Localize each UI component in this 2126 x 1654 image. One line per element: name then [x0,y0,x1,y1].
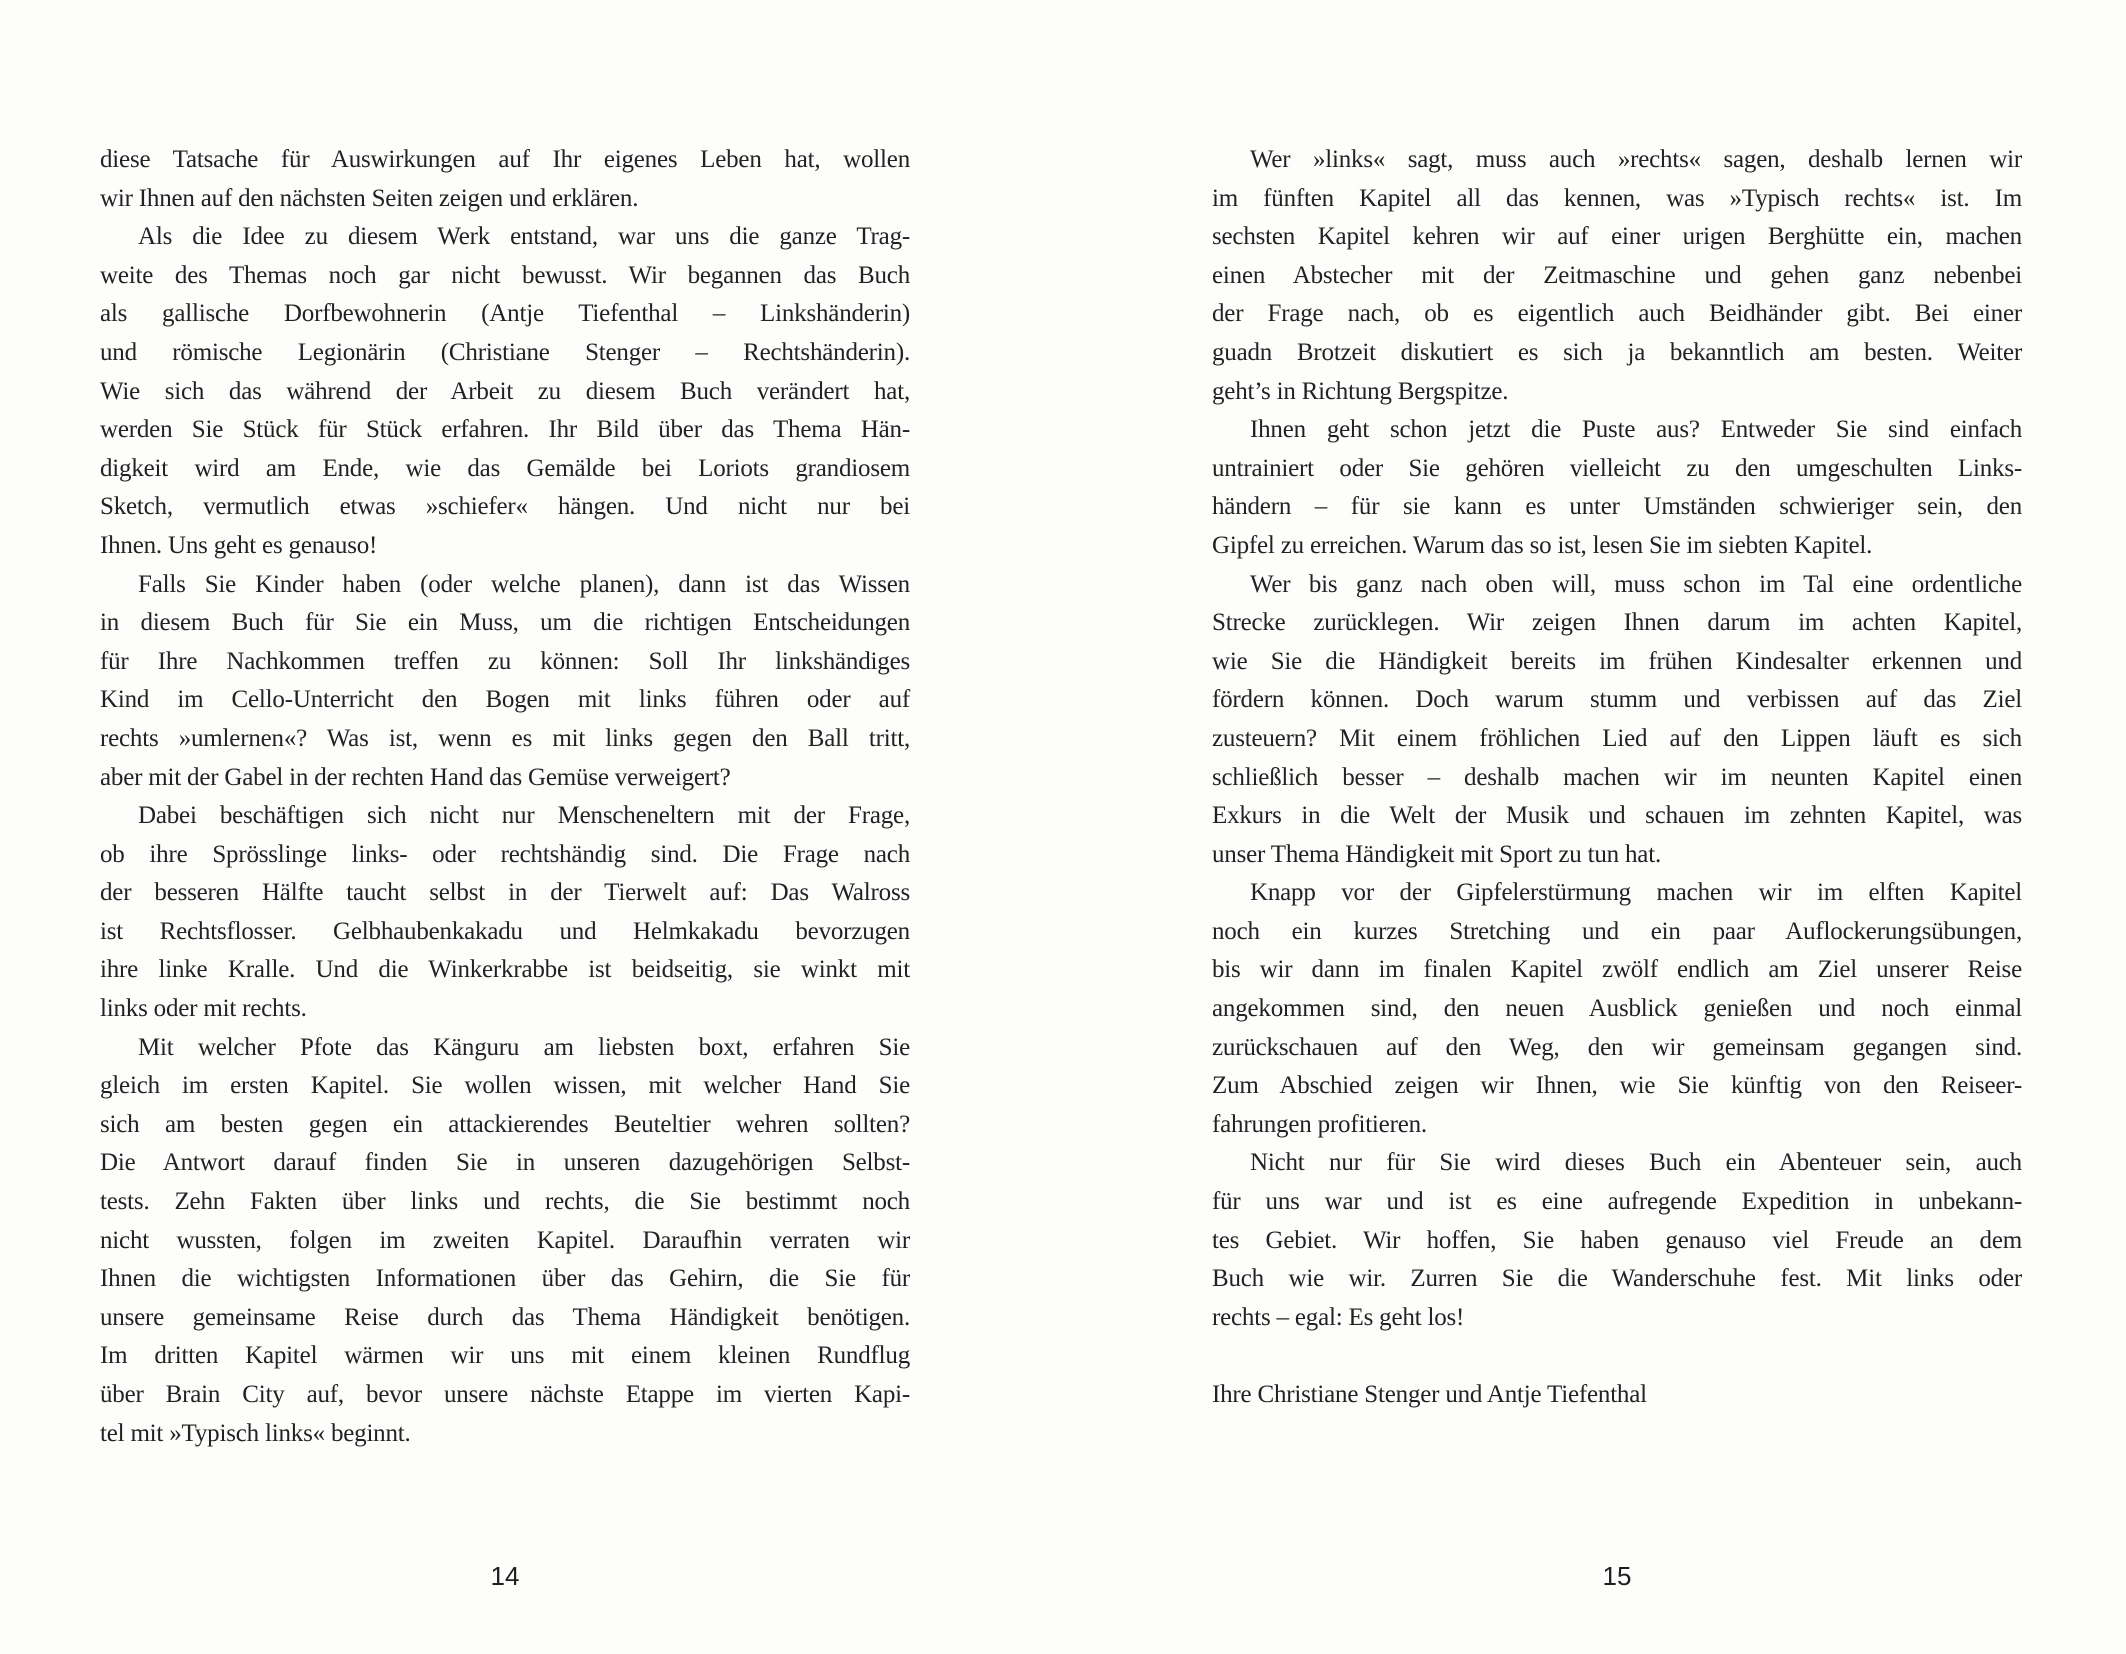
text-line: Ihnen die wichtigsten Informationen über das Gehirn, die Sie für [100,1265,910,1293]
text-line: für Ihre Nachkommen treffen zu können: Soll Ihr linkshändiges [100,647,910,675]
text-line: Falls Sie Kinder haben (oder welche planen), dann ist das Wissen [138,570,910,598]
text-line: wie Sie die Händigkeit bereits im frühen Kindesalter erkennen und [1212,647,2022,675]
text-line: der Frage nach, ob es eigentlich auch Beidhänder gibt. Bei einer [1212,300,2022,328]
text-line: Wer bis ganz nach oben will, muss schon im Tal eine ordentliche [1250,570,2022,598]
text-line: angekommen sind, den neuen Ausblick genießen und noch einmal [1212,995,2022,1023]
text-line: aber mit der Gabel in der rechten Hand das Gemüse verweigert? [100,763,731,791]
text-line: tes Gebiet. Wir hoffen, Sie haben genauso viel Freude an dem [1212,1226,2022,1254]
text-line: tests. Zehn Fakten über links und rechts, die Sie bestimmt noch [100,1188,910,1216]
text-line: Die Antwort darauf finden Sie in unseren dazugehörigen Selbst- [100,1149,910,1177]
text-line: Strecke zurücklegen. Wir zeigen Ihnen darum im achten Kapitel, [1212,609,2022,637]
text-line: über Brain City auf, bevor unsere nächste Etappe im vierten Kapi- [100,1381,910,1408]
text-line: sechsten Kapitel kehren wir auf einer urigen Berghütte ein, machen [1212,223,2022,251]
text-line: Ihnen geht schon jetzt die Puste aus? Entweder Sie sind einfach [1250,416,2022,444]
text-line: untrainiert oder Sie gehören vielleicht zu den umgeschulten Links- [1212,454,2022,482]
text-line: schließlich besser – deshalb machen wir im neunten Kapitel einen [1212,763,2022,791]
text-line: rechts – egal: Es geht los! [1212,1303,1465,1331]
text-line: händern – für sie kann es unter Umständen schwieriger sein, den [1212,493,2022,521]
text-line: Kind im Cello-Unterricht den Bogen mit links führen oder auf [100,686,910,714]
text-line: Zum Abschied zeigen wir Ihnen, wie Sie künftig von den Reiseer- [1212,1072,2022,1100]
text-line: der besseren Hälfte taucht selbst in der Tierwelt auf: Das Walross [100,879,910,907]
text-line: ihre linke Kralle. Und die Winkerkrabbe ist beidseitig, sie winkt mit [100,956,910,984]
text-line: Dabei beschäftigen sich nicht nur Menscheneltern mit der Frage, [138,802,910,830]
text-line: Ihnen. Uns geht es genauso! [100,531,378,559]
text-line: rechts »umlernen«? Was ist, wenn es mit links gegen den Ball tritt, [100,724,910,752]
text-line: noch ein kurzes Stretching und ein paar Auflockerungsübungen, [1212,917,2022,945]
text-line: diese Tatsache für Auswirkungen auf Ihr eigenes Leben hat, wollen [100,146,910,173]
text-line: Sketch, vermutlich etwas »schiefer« hängen. Und nicht nur bei [100,493,910,521]
text-line: Als die Idee zu diesem Werk entstand, war uns die ganze Trag- [138,223,910,251]
page-number-right: 15 [1602,1561,1632,1591]
text-line: gleich im ersten Kapitel. Sie wollen wissen, mit welcher Hand Sie [100,1072,910,1100]
text-line: unsere gemeinsame Reise durch das Thema Händigkeit benötigen. [100,1303,910,1331]
text-line: wir Ihnen auf den nächsten Seiten zeigen und erklären. [100,184,639,212]
text-line: zurückschauen auf den Weg, den wir gemeinsam gegangen sind. [1212,1033,2022,1061]
text-line: ist Rechtsflosser. Gelbhaubenkakadu und Helmkakadu bevorzugen [100,917,910,945]
text-line: Knapp vor der Gipfelerstürmung machen wir im elften Kapitel [1250,879,2022,907]
page-number-left: 14 [490,1561,520,1591]
text-line: Buch wie wir. Zurren Sie die Wanderschuhe fest. Mit links oder [1212,1265,2022,1293]
text-line: unser Thema Händigkeit mit Sport zu tun hat. [1212,840,1661,868]
text-line: werden Sie Stück für Stück erfahren. Ihr Bild über das Thema Hän- [100,416,910,444]
text-line: Wer »links« sagt, muss auch »rechts« sagen, deshalb lernen wir [1250,146,2022,173]
text-line: einen Abstecher mit der Zeitmaschine und gehen ganz nebenbei [1212,261,2022,289]
text-line: nicht wussten, folgen im zweiten Kapitel. Daraufhin verraten wir [100,1226,910,1254]
text-line: sich am besten gegen ein attackierendes Beuteltier wehren sollten? [100,1110,910,1138]
text-line: Mit welcher Pfote das Känguru am liebsten boxt, erfahren Sie [138,1033,910,1061]
text-line: links oder mit rechts. [100,995,307,1023]
text-line: und römische Legionärin (Christiane Stenger – Rechtshänderin). [100,338,910,366]
text-line: weite des Themas noch gar nicht bewusst. Wir begannen das Buch [100,261,910,289]
text-line: geht’s in Richtung Bergspitze. [1212,377,1509,405]
page-right-text-block [1212,141,2022,1415]
text-line: Nicht nur für Sie wird dieses Buch ein Abenteuer sein, auch [1250,1149,2022,1177]
page-left-text-block [100,141,910,1453]
text-line: tel mit »Typisch links« beginnt. [100,1419,411,1447]
text-line: im fünften Kapitel all das kennen, was »Typisch rechts« ist. Im [1212,184,2022,212]
text-line: Im dritten Kapitel wärmen wir uns mit einem kleinen Rundflug [100,1342,910,1370]
text-line: Ihre Christiane Stenger und Antje Tiefenthal [1212,1381,1647,1408]
text-line: zusteuern? Mit einem fröhlichen Lied auf den Lippen läuft es sich [1212,724,2022,752]
text-line: Gipfel zu erreichen. Warum das so ist, lesen Sie im siebten Kapitel. [1212,531,1873,559]
text-line: Wie sich das während der Arbeit zu diesem Buch verändert hat, [100,377,910,405]
text-line: digkeit wird am Ende, wie das Gemälde bei Loriots grandiosem [100,454,910,482]
text-line: als gallische Dorfbewohnerin (Antje Tiefenthal – Linkshänderin) [100,300,910,328]
text-line: guadn Brotzeit diskutiert es sich ja bekanntlich am besten. Weiter [1212,338,2022,366]
text-line: bis wir dann im finalen Kapitel zwölf endlich am Ziel unserer Reise [1212,956,2022,984]
text-line: für uns war und ist es eine aufregende Expedition in unbekann- [1212,1188,2022,1216]
text-line: ob ihre Sprösslinge links- oder rechtshändig sind. Die Frage nach [100,840,910,868]
text-line: in diesem Buch für Sie ein Muss, um die richtigen Entscheidungen [100,609,910,637]
text-line: Exkurs in die Welt der Musik und schauen im zehnten Kapitel, was [1212,802,2022,830]
text-line: fahrungen profitieren. [1212,1110,1427,1138]
text-line: fördern können. Doch warum stumm und verbissen auf das Ziel [1212,686,2022,714]
